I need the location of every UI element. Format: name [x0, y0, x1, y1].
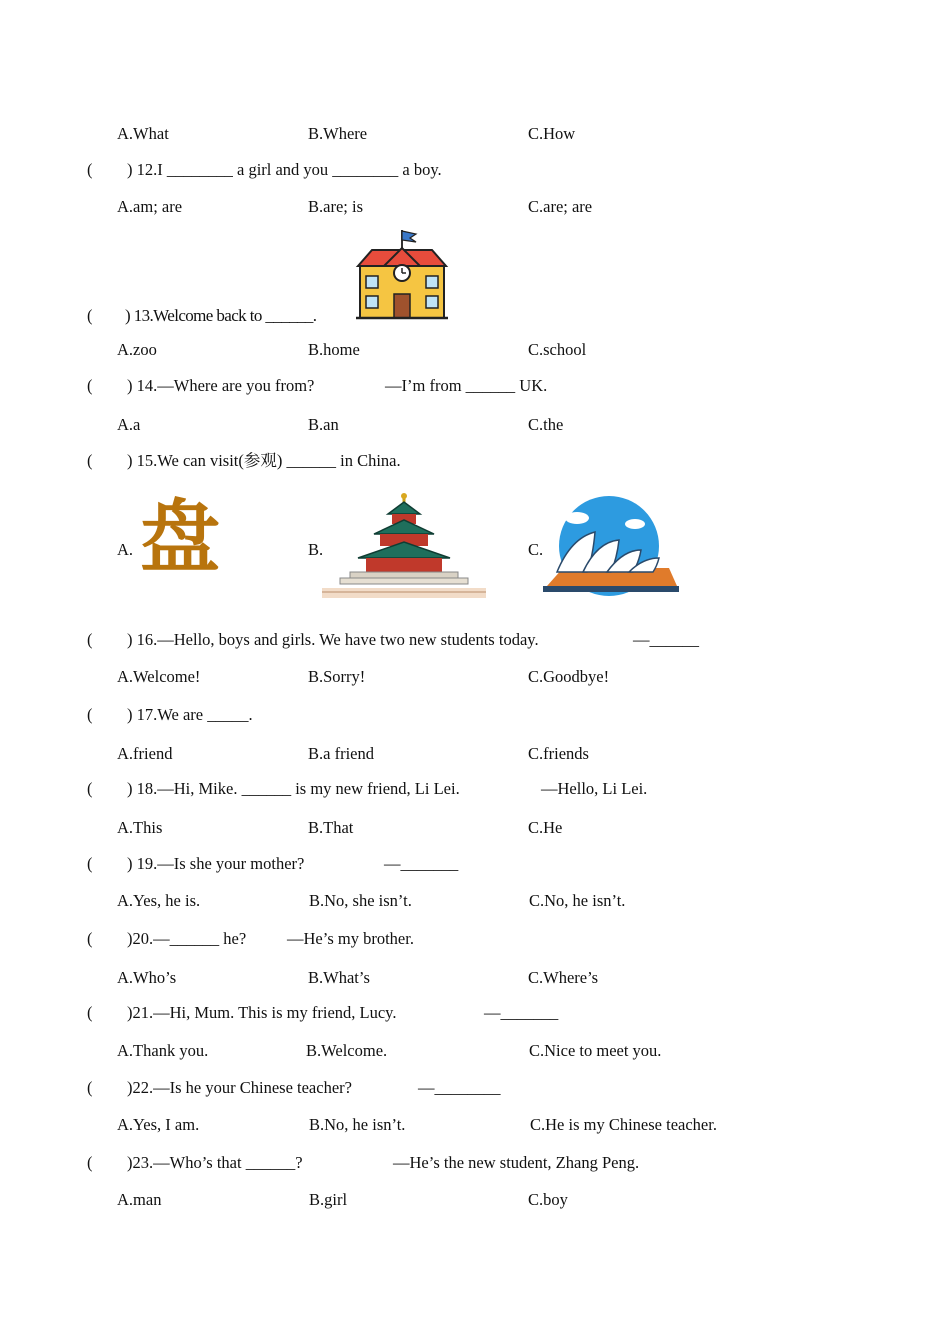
option-a: A.friend	[117, 744, 173, 763]
question-reply: —I’m from ______ UK.	[385, 376, 548, 395]
option-b: B.No, she isn’t.	[309, 891, 412, 910]
option-c: C.school	[528, 340, 587, 359]
option-b: B.a friend	[308, 744, 374, 763]
question-stem: ) 13.Welcome back to ______.	[125, 306, 317, 325]
answer-paren[interactable]: (	[87, 160, 93, 179]
answer-paren[interactable]: (	[87, 306, 93, 325]
question-reply: —________	[418, 1078, 501, 1097]
option-a: A.zoo	[117, 340, 157, 359]
question-stem: ) 12.I ________ a girl and you ________ a boy.	[127, 160, 442, 179]
option-b: B.girl	[309, 1190, 348, 1209]
question-stem: ) 16.—Hello, boys and girls. We have two new students today.	[127, 630, 539, 649]
answer-paren[interactable]: (	[87, 779, 93, 798]
option-a: A.Yes, he is.	[117, 891, 201, 910]
question-reply: —He’s the new student, Zhang Peng.	[393, 1153, 640, 1172]
school-building-icon	[354, 228, 450, 322]
option-c: C.Goodbye!	[528, 667, 610, 686]
option-c: C.boy	[528, 1190, 568, 1209]
temple-of-heaven-image	[322, 492, 486, 602]
option-a: A.Who’s	[117, 968, 177, 987]
answer-paren[interactable]: (	[87, 1078, 93, 1097]
question-reply: —Hello, Li Lei.	[541, 779, 648, 798]
option-b: B.Sorry!	[308, 667, 366, 686]
question-stem: )22.—Is he your Chinese teacher?	[127, 1078, 352, 1097]
question-stem: ) 19.—Is she your mother?	[127, 854, 305, 873]
option-b: B.Where	[308, 124, 368, 143]
question-stem: )20.—______ he?	[127, 929, 247, 948]
option-c: C.are; are	[528, 197, 593, 216]
answer-paren[interactable]: (	[87, 1003, 93, 1022]
question-reply: —______	[633, 630, 699, 649]
option-c: C.He is my Chinese teacher.	[530, 1115, 717, 1134]
question-reply: —_______	[384, 854, 459, 873]
option-b: B.Welcome.	[306, 1041, 388, 1060]
option-b: B.	[308, 540, 324, 559]
option-b: B.an	[308, 415, 339, 434]
option-c: C.No, he isn’t.	[529, 891, 626, 910]
option-b: B.That	[308, 818, 354, 837]
option-b: B.No, he isn’t.	[309, 1115, 406, 1134]
option-c: C.	[528, 540, 544, 559]
question-stem: ) 18.—Hi, Mike. ______ is my new friend, Li Lei.	[127, 779, 460, 798]
option-c: C.Where’s	[528, 968, 599, 987]
option-c: C.the	[528, 415, 564, 434]
question-reply: —_______	[484, 1003, 559, 1022]
option-c: C.How	[528, 124, 576, 143]
option-b: B.What’s	[308, 968, 370, 987]
option-c: C.He	[528, 818, 563, 837]
answer-paren[interactable]: (	[87, 451, 93, 470]
answer-paren[interactable]: (	[87, 854, 93, 873]
sydney-opera-house-image	[543, 496, 679, 596]
question-stem: ) 15.We can visit(参观) ______ in China.	[127, 451, 401, 470]
option-b: B.home	[308, 340, 360, 359]
option-a: A.What	[117, 124, 169, 143]
question-stem: ) 14.—Where are you from?	[127, 376, 315, 395]
option-a: A.a	[117, 415, 141, 434]
option-a: A.This	[117, 818, 163, 837]
question-stem: )23.—Who’s that ______?	[127, 1153, 303, 1172]
option-a: A.Yes, I am.	[117, 1115, 200, 1134]
pan-character-image: 盘	[140, 491, 220, 584]
question-reply: —He’s my brother.	[287, 929, 414, 948]
option-b: B.are; is	[308, 197, 363, 216]
option-c: C.Nice to meet you.	[529, 1041, 662, 1060]
option-a: A.Thank you.	[117, 1041, 209, 1060]
option-c: C.friends	[528, 744, 589, 763]
answer-paren[interactable]: (	[87, 376, 93, 395]
question-stem: )21.—Hi, Mum. This is my friend, Lucy.	[127, 1003, 397, 1022]
answer-paren[interactable]: (	[87, 1153, 93, 1172]
answer-paren[interactable]: (	[87, 705, 93, 724]
option-a: A.man	[117, 1190, 162, 1209]
option-a: A.	[117, 540, 134, 559]
option-a: A.Welcome!	[117, 667, 201, 686]
question-stem: ) 17.We are _____.	[127, 705, 253, 724]
answer-paren[interactable]: (	[87, 929, 93, 948]
option-a: A.am; are	[117, 197, 183, 216]
answer-paren[interactable]: (	[87, 630, 93, 649]
